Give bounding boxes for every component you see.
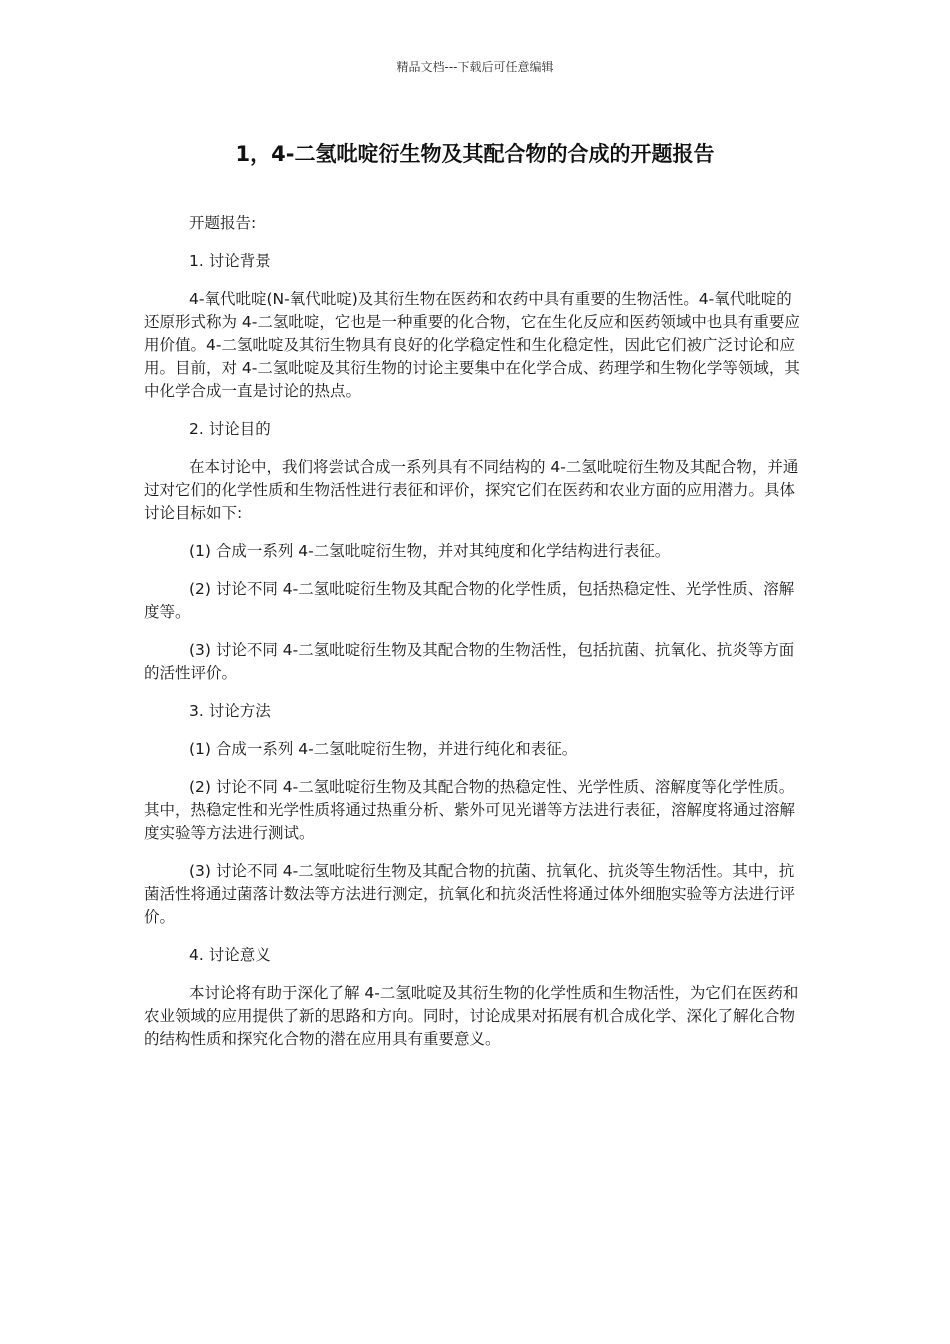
purpose-paragraph: 在本讨论中，我们将尝试合成一系列具有不同结构的 4-二氢吡啶衍生物及其配合物，并通过对它们的化学性质和生物活性进行表征和评价，探究它们在医药和农业方面的应用潜力。具体讨论目标如下: <box>144 458 799 522</box>
section-heading-background: 1. 讨论背景 <box>189 252 271 270</box>
document-title: 1，4-二氢吡啶衍生物及其配合物的合成的开题报告 <box>235 142 715 166</box>
methods-item-3: (3) 讨论不同 4-二氢吡啶衍生物及其配合物的抗菌、抗氧化、抗炎等生物活性。其中，抗菌活性将通过菌落计数法等方法进行测定，抗氧化和抗炎活性将通过体外细胞实验等方法进行评价。 <box>144 862 796 926</box>
header-note: 精品文档---下载后可任意编辑 <box>396 60 554 74</box>
background-paragraph: 4-氧代吡啶(N-氧代吡啶)及其衍生物在医药和农药中具有重要的生物活性。4-氧代吡啶的还原形式称为 4-二氢吡啶，它也是一种重要的化合物，它在生化反应和医药领域中也具有重要应用价值。4-二氢吡啶及其衍生物具有良好的化学稳定性和生化稳定性，因此它们被广泛讨论和应用。目前，对 4-二氢吡啶及其衍生物的讨论主要集中在化学合成、药理学和生物化学等领域，其中化学合成一直是讨论的热点。 <box>144 290 800 400</box>
purpose-item-1: (1) 合成一系列 4-二氢吡啶衍生物，并对其纯度和化学结构进行表征。 <box>189 542 671 560</box>
document-body <box>144 212 806 1066</box>
purpose-item-3: (3) 讨论不同 4-二氢吡啶衍生物及其配合物的生物活性，包括抗菌、抗氧化、抗炎等方面的活性评价。 <box>144 641 795 682</box>
significance-paragraph: 本讨论将有助于深化了解 4-二氢吡啶及其衍生物的化学性质和生物活性，为它们在医药和农业领域的应用提供了新的思路和方向。同时，讨论成果对拓展有机合成化学、深化了解化合物的结构性质和探究化合物的潜在应用具有重要意义。 <box>144 984 799 1048</box>
section-heading-significance: 4. 讨论意义 <box>189 946 271 964</box>
section-heading-methods: 3. 讨论方法 <box>189 702 271 720</box>
report-label: 开题报告: <box>189 214 257 232</box>
methods-item-1: (1) 合成一系列 4-二氢吡啶衍生物，并进行纯化和表征。 <box>189 740 578 758</box>
section-heading-purpose: 2. 讨论目的 <box>189 420 271 438</box>
purpose-item-2: (2) 讨论不同 4-二氢吡啶衍生物及其配合物的化学性质，包括热稳定性、光学性质、溶解度等。 <box>144 580 795 621</box>
methods-item-2: (2) 讨论不同 4-二氢吡啶衍生物及其配合物的热稳定性、光学性质、溶解度等化学性质。其中，热稳定性和光学性质将通过热重分析、紫外可见光谱等方法进行表征，溶解度将通过溶解度实验等方法进行测试。 <box>144 778 796 842</box>
